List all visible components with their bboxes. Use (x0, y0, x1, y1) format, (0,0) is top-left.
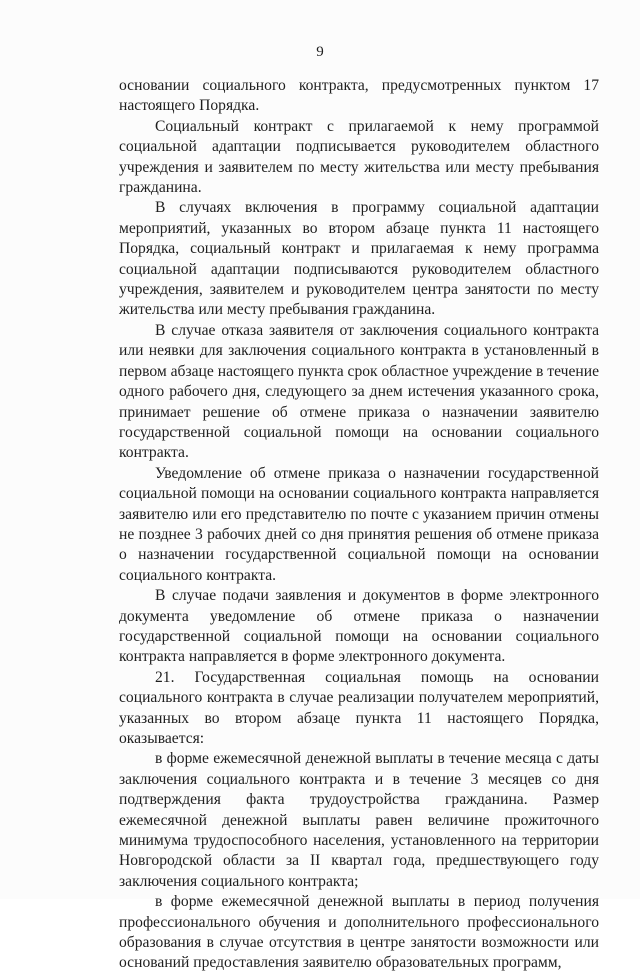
paragraph-contract-signing: Социальный контракт с прилагаемой к нему программой социальной адаптации подписывается руководителем областного учреждения и заявителем по месту жительства или месту пребывания гражданина. (119, 117, 599, 197)
page-number: 9 (316, 44, 324, 60)
paragraph-notification: Уведомление об отмене приказа о назначении государственной социальной помощи на основании социального контракта направляется заявителю или его представителю по почте с указанием причин отмены не позднее 3 рабочих дней со дня принятия решения об отмене приказа о назначении государственной социальной помощи на основании социального контракта. (119, 464, 599, 584)
paragraph-clause-21: 21. Государственная социальная помощь на основании социального контракта в случае реализации получателем мероприятий, указанных во втором абзаце пункта 11 настоящего Порядка, оказывается: (119, 668, 599, 747)
document-body (119, 76, 599, 974)
paragraph-adaptation-program: В случаях включения в программу социальной адаптации мероприятий, указанных во втором абзаце пункта 11 настоящего Порядка, социальный контракт и прилагаемая к нему программа социальной адаптации подписываются руководителем областного учреждения, заявителем и руководителем центра занятости по месту жительства или месту пребывания гражданина. (119, 199, 599, 319)
paragraph-electronic-notification: В случае подачи заявления и документов в форме электронного документа уведомление об отмене приказа о назначении государственной социальной помощи на основании социального контракта направляется в форме электронного документа. (119, 587, 599, 666)
paragraph-continuation: основании социального контракта, предусмотренных пунктом 17 настоящего Порядка. (119, 77, 599, 115)
paragraph-refusal: В случае отказа заявителя от заключения социального контракта или неявки для заключения социального контракта в установленный в первом абзаце настоящего пункта срок областное учреждение в течение одного рабочего дня, следующего за днем истечения указанного срока, принимает решение об отмене приказа о назначении заявителю государственной социальной помощи на основании социального контракта. (119, 321, 599, 462)
paragraph-training-payment: в форме ежемесячной денежной выплаты в период получения профессионального обучения и дополнительного профессионального образования в случае отсутствия в центре занятости возможности или оснований предоставления заявителю образовательных программ, (119, 893, 599, 972)
paragraph-monthly-payment: в форме ежемесячной денежной выплаты в течение месяца с даты заключения социального контракта и в течение 3 месяцев со дня подтверждения факта трудоустройства гражданина. Размер ежемесячной денежной выплаты равен величине прожиточного минимума трудоспособного населения, установленного на территории Новгородской области за II квартал года, предшествующего году заключения социального контракта; (119, 750, 599, 890)
